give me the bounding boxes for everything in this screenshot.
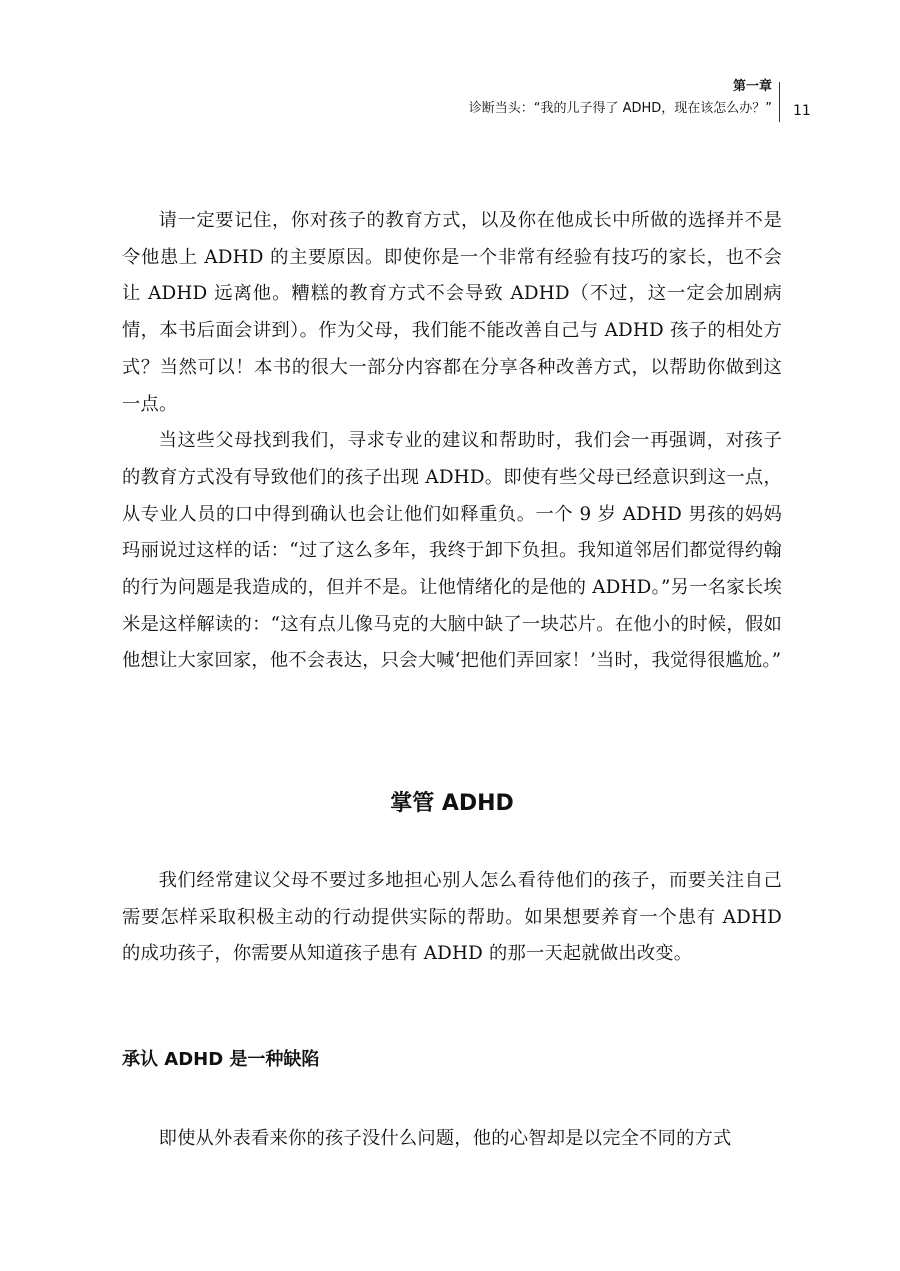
- chapter-title: 诊断当头：“我的儿子得了 ADHD，现在该怎么办？”: [468, 101, 772, 116]
- body-paragraph: 我们经常建议父母不要过多地担心别人怎么看待他们的孩子，而要关注自己需要怎样采取积极主动的行动提供实际的帮助。如果想要养育一个患有 ADHD 的成功孩子，你需要从知道孩子患有 ADHD 的那一天起就做出改变。: [122, 870, 782, 965]
- chapter-label: 第一章: [732, 79, 772, 94]
- body-paragraph: 即使从外表看来你的孩子没什么问题，他的心智却是以完全不同的方式: [158, 1128, 732, 1149]
- body-paragraph: 当这些父母找到我们，寻求专业的建议和帮助时，我们会一再强调，对孩子的教育方式没有导致他们的孩子出现 ADHD。即使有些父母已经意识到这一点，从专业人员的口中得到确认也会让他们如释重负。一个 9 岁 ADHD 男孩的妈妈玛丽说过这样的话：“过了这么多年，我终于卸下负担。我知道邻居们都觉得约翰的行为问题是我造成的，但并不是。让他情绪化的是他的 ADHD。”另一名家长埃米是这样解读的：“这有点儿像马克的大脑中缺了一块芯片。在他小的时候，假如他想让大家回家，他不会表达，只会大喊‘把他们弄回家！’当时，我觉得很尴尬。”: [122, 430, 782, 672]
- running-head: [469, 76, 772, 120]
- section-heading: 掌管 ADHD: [390, 791, 514, 816]
- subsection-heading: 承认 ADHD 是一种缺陷: [122, 1049, 320, 1070]
- page-number: 11: [793, 103, 811, 119]
- text-block-top: [122, 203, 782, 680]
- text-block-middle: [122, 863, 782, 973]
- text-block-bottom: [122, 1121, 782, 1158]
- header-divider: [779, 82, 780, 122]
- body-paragraph: 请一定要记住，你对孩子的教育方式，以及你在他成长中所做的选择并不是令他患上 ADHD 的主要原因。即使你是一个非常有经验有技巧的家长，也不会让 ADHD 远离他。糟糕的教育方式不会导致 ADHD（不过，这一定会加剧病情，本书后面会讲到）。作为父母，我们能不能改善自己与 ADHD 孩子的相处方式？当然可以！本书的很大一部分内容都在分享各种改善方式，以帮助你做到这一点。: [122, 210, 782, 415]
